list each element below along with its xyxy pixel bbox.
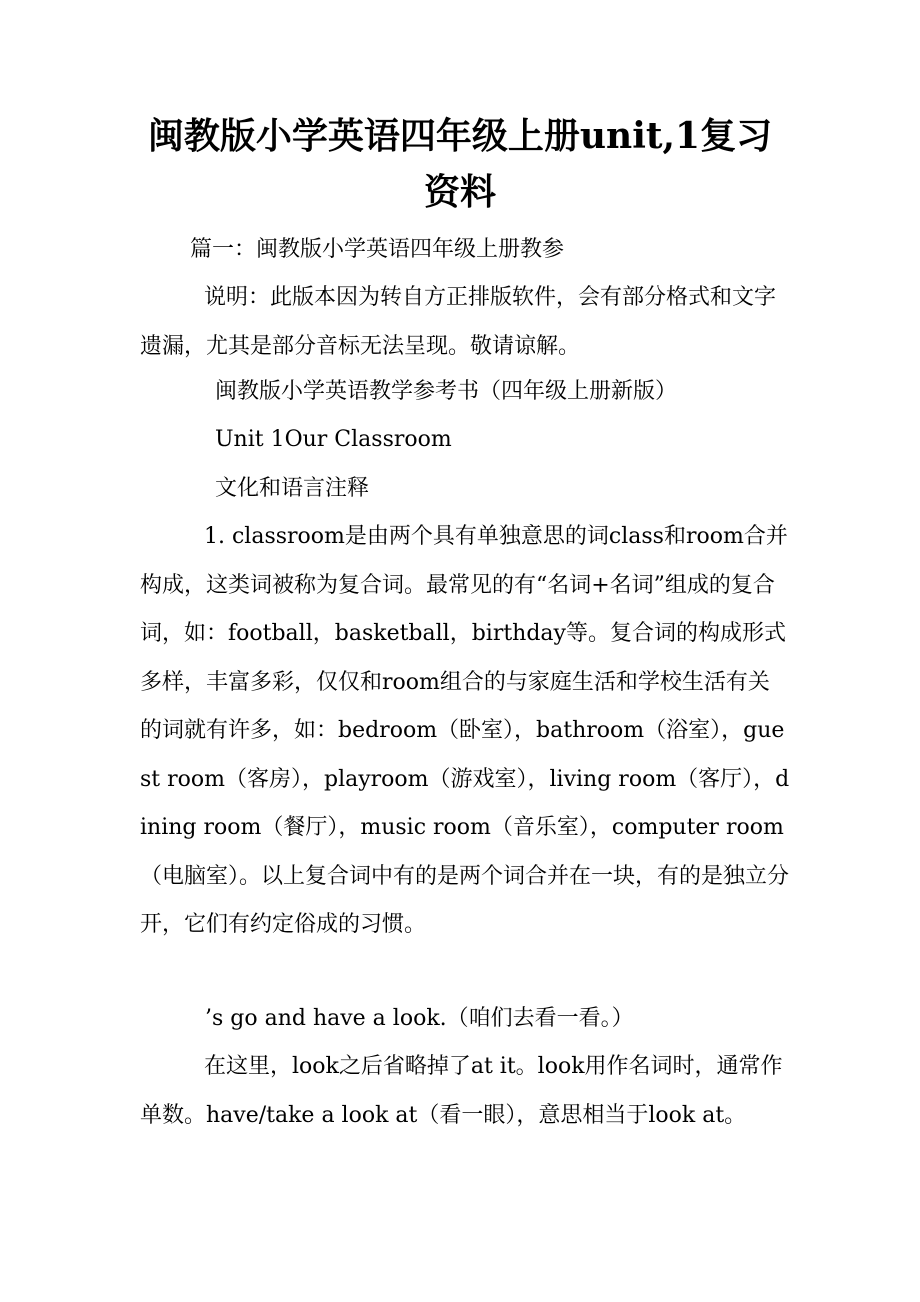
document-title: 闽教版小学英语四年级上册unit,1复习资料 bbox=[147, 115, 773, 213]
note-paragraph: 说明：此版本因为转自方正排版软件，会有部分格式和文字遗漏，尤其是部分音标无法呈现。敬请谅解。 bbox=[140, 285, 777, 359]
section-heading: 篇一：闽教版小学英语四年级上册教参 bbox=[190, 237, 565, 262]
item-2-paragraph: ’s go and have a look.（咱们去看一看。） bbox=[205, 1006, 634, 1031]
unit-title-paragraph: Unit 1Our Classroom bbox=[215, 427, 452, 452]
book-title-paragraph: 闽教版小学英语教学参考书（四年级上册新版） bbox=[215, 379, 678, 404]
section-subtitle: 文化和语言注释 bbox=[215, 476, 370, 501]
item-1-paragraph: 1. classroom是由两个具有单独意思的词class和room合并构成，这类词被称为复合词。最常见的有“名词+名词”组成的复合词，如：football，basketball，birthday等。复合词的构成形式多样，丰富多彩，仅仅和room组合的与家庭生活和学校生活有关的词就有许多，如：bedroom（卧室），bathroom（浴室），guest room（客房），playroom（游戏室），living room（客厅），dining room（餐厅），music room（音乐室），computer room（电脑室）。以上复合词中有的是两个词合并在一块，有的是独立分开，它们有约定俗成的习惯。 bbox=[140, 524, 790, 937]
item-2-explanation-paragraph: 在这里，look之后省略掉了at it。look用作名词时，通常作单数。have/take a look at（看一眼），意思相当于look at。 bbox=[140, 1054, 783, 1128]
